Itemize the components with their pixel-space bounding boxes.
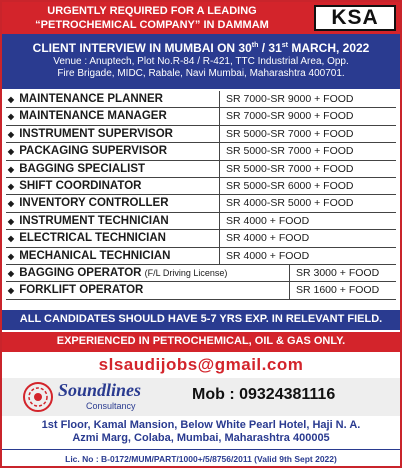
job-salary: SR 4000 + FOOD [226,232,310,245]
header-banner [2,2,400,34]
job-title-cell [6,282,290,298]
job-title: ELECTRICAL TECHNICIAN [19,232,166,245]
job-title: MAINTENANCE MANAGER [19,110,167,123]
job-title: MAINTENANCE PLANNER [19,93,163,105]
job-salary: SR 7000-SR 9000 + FOOD [226,110,354,123]
interview-box [2,34,400,89]
job-title-cell [6,161,220,177]
bullet-icon: ◆ [7,251,15,261]
job-title: INSTRUMENT TECHNICIAN [19,214,169,227]
job-title-cell [6,265,290,281]
job-title: INSTRUMENT SUPERVISOR [19,127,173,140]
bullet-icon: ◆ [7,216,15,226]
license-number: Lic. No : B-0172/MUM/PART/1000+/5/8756/2011 (Valid 9th Sept 2022) [2,449,400,468]
job-salary: SR 5000-SR 6000 + FOOD [226,179,354,192]
job-title: FORKLIFT OPERATOR [19,284,144,297]
job-row [6,161,396,178]
job-title-cell [6,108,220,124]
address-line-1: 1st Floor, Kamal Mansion, Below White Pearl Hotel, Haji N. A. [41,419,361,431]
job-title: SHIFT COORDINATOR [19,179,142,192]
job-salary: SR 4000 + FOOD [226,249,310,262]
job-salary: SR 5000-SR 7000 + FOOD [226,145,354,158]
job-salary: SR 5000-SR 7000 + FOOD [226,127,354,140]
job-title: BAGGING OPERATOR [19,266,142,279]
job-salary: SR 3000 + FOOD [296,266,380,279]
job-row [6,248,396,265]
company-subtitle: Consultancy [86,401,136,411]
job-table [6,91,396,300]
job-salary: SR 4000 + FOOD [226,214,310,227]
bullet-icon: ◆ [7,164,15,174]
job-title: BAGGING SPECIALIST [19,162,146,175]
job-salary: SR 7000-SR 9000 + FOOD [226,93,354,105]
job-title: PACKAGING SUPERVISOR [19,145,168,158]
interview-title [2,38,400,56]
job-row [6,265,396,282]
job-title-cell [6,213,220,229]
job-title: INVENTORY CONTROLLER [19,197,169,210]
job-row [6,91,396,108]
job-salary: SR 5000-SR 7000 + FOOD [226,162,354,175]
bullet-icon: ◆ [7,95,15,104]
interview-title-suffix: MARCH, 2022 [287,41,370,55]
job-row [6,213,396,230]
job-title-cell [6,178,220,194]
job-row [6,126,396,143]
bullet-icon: ◆ [7,268,15,278]
bullet-icon: ◆ [7,181,15,191]
venue-line-2: Fire Brigade, MIDC, Rabale, Navi Mumbai, Maharashtra 400701. [57,68,345,79]
job-note: (F/L Driving License) [144,267,228,278]
job-row [6,195,396,212]
company-name: Soundlines [58,380,142,400]
bullet-icon: ◆ [7,147,15,157]
bullet-icon: ◆ [7,112,15,122]
job-salary: SR 1600 + FOOD [296,284,380,297]
mobile-number[interactable]: Mob : 09324381116 [192,386,336,403]
company-contact-bar [2,378,400,416]
experience-years-banner: ALL CANDIDATES SHOULD HAVE 5-7 YRS EXP. IN RELEVANT FIELD. [2,310,400,330]
venue-line-1: Venue : Anuptech, Plot No.R-84 / R-421, TTC Industrial Area, Opp. [53,56,349,67]
job-title: MECHANICAL TECHNICIAN [19,249,171,262]
job-row [6,230,396,247]
job-title-cell [6,91,220,107]
office-address [2,419,400,445]
interview-title-sup1: th [251,42,259,49]
ksa-badge: KSA [314,5,396,31]
job-title-cell [6,126,220,142]
job-row [6,282,396,299]
interview-title-prefix: CLIENT INTERVIEW IN MUMBAI ON 30 [32,41,252,55]
email-address[interactable]: slsaudijobs@gmail.com [98,355,304,374]
job-title-cell [6,195,220,211]
job-row [6,108,396,125]
experience-field-banner: EXPERIENCED IN PETROCHEMICAL, OIL & GAS ONLY. [2,332,400,352]
interview-title-sup2: st [281,42,288,49]
bullet-icon: ◆ [7,199,15,209]
job-salary: SR 4000-SR 5000 + FOOD [226,197,354,210]
header-line-2: “PETROCHEMICAL COMPANY” IN DAMMAM [35,19,269,31]
job-row [6,143,396,160]
bullet-icon: ◆ [7,286,15,296]
job-title-cell [6,230,220,246]
bullet-icon: ◆ [7,129,15,139]
header-line-1: URGENTLY REQUIRED FOR A LEADING [47,5,257,17]
interview-title-mid: / 31 [258,41,282,55]
job-title-cell [6,248,220,264]
bullet-icon: ◆ [7,234,15,244]
job-row [6,178,396,195]
soundlines-logo-icon [22,381,54,413]
address-line-2: Azmi Marg, Colaba, Mumbai, Maharashtra 400005 [72,432,330,444]
job-title-cell [6,143,220,159]
